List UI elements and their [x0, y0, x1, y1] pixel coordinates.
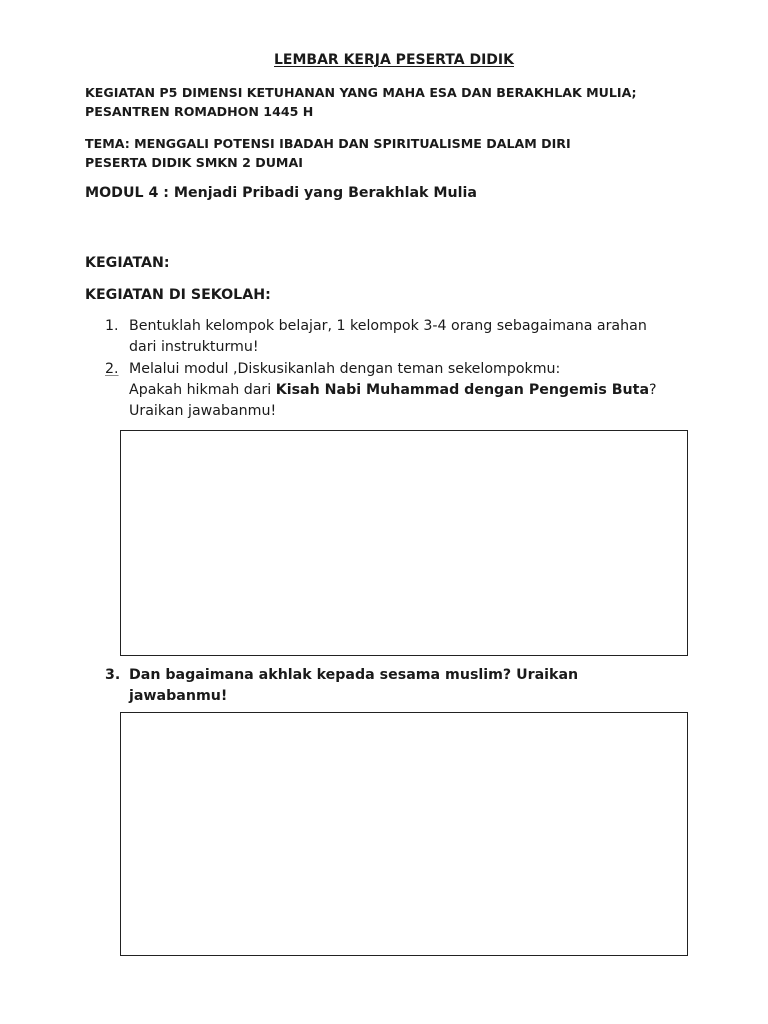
item-question-line [129, 380, 715, 401]
instruction-item-3 [105, 665, 715, 707]
item-number: 1. [105, 318, 119, 334]
item-text-line: Melalui modul ,Diskusikanlah dengan teman sekelompokmu: [129, 361, 561, 377]
worksheet-title: LEMBAR KERJA PESERTA DIDIK [274, 52, 514, 68]
activity-heading [85, 83, 725, 121]
theme-heading-line: TEMA: MENGGALI POTENSI IBADAH DAN SPIRITUALISME DALAM DIRI [85, 136, 571, 151]
question-suffix: ? [649, 382, 657, 398]
question-prefix: Apakah hikmah dari [129, 382, 276, 398]
instruction-item-1 [105, 316, 715, 358]
item-text-line: Dan bagaimana akhlak kepada sesama muslim? Uraikan [129, 667, 579, 683]
answer-box-question-2[interactable] [120, 430, 688, 656]
item-text-line: dari instrukturmu! [129, 339, 259, 355]
answer-box-question-3[interactable] [120, 712, 688, 956]
theme-heading [85, 134, 725, 172]
item-text-line: jawabanmu! [129, 688, 228, 704]
section-kegiatan-heading: KEGIATAN: [85, 255, 170, 271]
activity-heading-line: PESANTREN ROMADHON 1445 H [85, 104, 314, 119]
item-text-line: Bentuklah kelompok belajar, 1 kelompok 3-4 orang sebagaimana arahan [129, 318, 647, 334]
activity-heading-line: KEGIATAN P5 DIMENSI KETUHANAN YANG MAHA ESA DAN BERAKHLAK MULIA; [85, 85, 637, 100]
section-school-activity-heading: KEGIATAN DI SEKOLAH: [85, 287, 271, 303]
theme-heading-line: PESERTA DIDIK SMKN 2 DUMAI [85, 155, 303, 170]
item-text-line: Uraikan jawabanmu! [129, 403, 277, 419]
story-title: Kisah Nabi Muhammad dengan Pengemis Buta [275, 382, 650, 398]
item-number: 2. [105, 361, 119, 377]
module-title: MODUL 4 : Menjadi Pribadi yang Berakhlak Mulia [85, 185, 477, 201]
instruction-item-2 [105, 359, 715, 422]
item-number: 3. [105, 667, 121, 683]
